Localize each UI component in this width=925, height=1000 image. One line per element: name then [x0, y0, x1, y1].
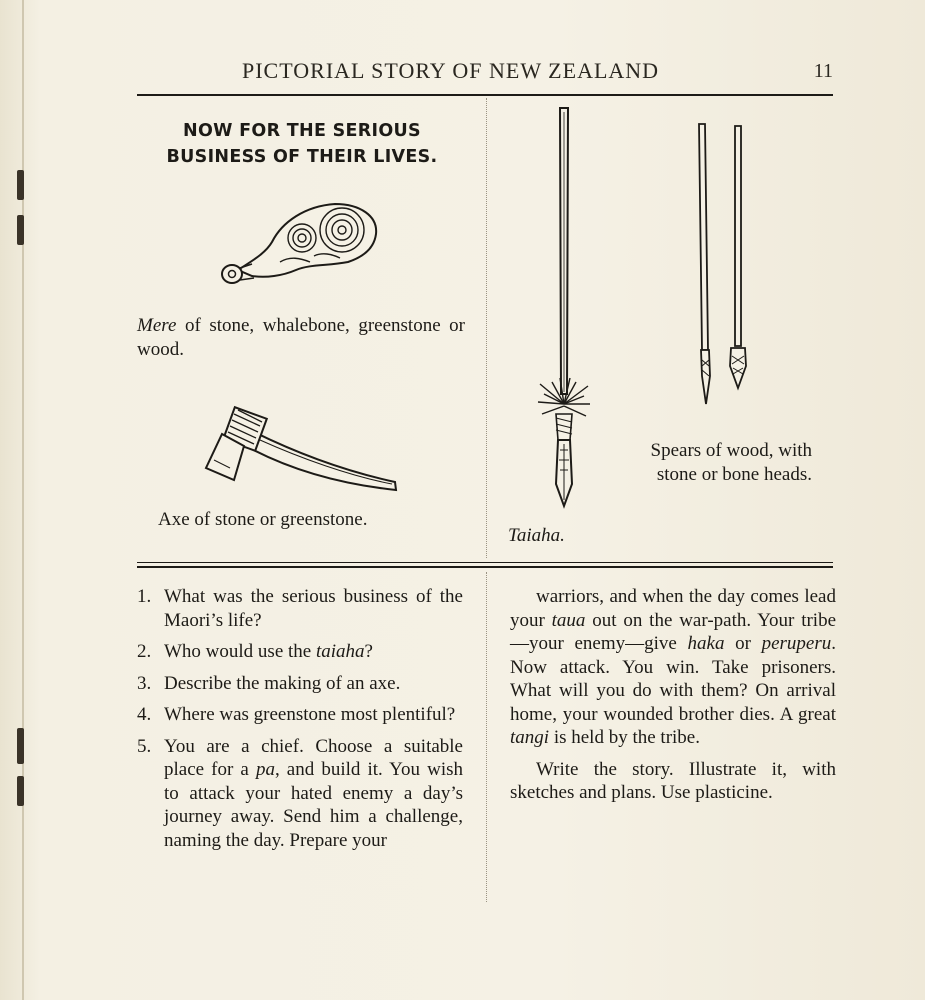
mere-caption-text: of stone, whalebone, greenstone or wood.	[137, 315, 465, 360]
question-text: You are a chief. Choose a suitable place for a pa, and build it. You wish to attack your hated enemy a day’s journey away. Send him a challenge, naming the day. Prepare your	[164, 735, 463, 851]
running-title: PICTORIAL STORY OF NEW ZEALAND	[242, 58, 660, 83]
question-item	[137, 585, 463, 632]
question-number: 4.	[137, 704, 152, 725]
question-item	[137, 735, 463, 853]
question-continuation	[510, 585, 836, 813]
question-text: What was the serious business of the Maori’s life?	[164, 586, 463, 631]
continuation-paragraph: warriors, and when the day comes lead your taua out on the war-path. Your tribe—your enemy—give haka or peruperu. Now attack. You win. Take prisoners. What will you do with them? On arrival home, your wounded brother dies. A great tangi is held by the tribe.	[510, 586, 837, 748]
binding-stitch-mark	[17, 728, 24, 764]
question-item	[137, 703, 463, 727]
axe-caption: Axe of stone or greenstone.	[158, 509, 368, 530]
question-item	[137, 672, 463, 696]
mere-illustration	[210, 192, 380, 292]
spears-illustration	[690, 120, 758, 410]
spears-caption: Spears of wood, with stone or bone heads.	[650, 440, 812, 485]
question-text: Describe the making of an axe.	[164, 672, 401, 694]
section-rule	[137, 562, 833, 563]
taiaha-illustration	[530, 104, 596, 514]
question-text: Where was greenstone most plentiful?	[164, 704, 456, 725]
binding-stitch-mark	[17, 170, 24, 200]
question-item	[137, 640, 463, 664]
question-number: 5.	[137, 735, 152, 757]
page-spine	[22, 0, 24, 1000]
question-text: Who would use the taiaha?	[164, 641, 373, 662]
section-heading-line: NOW FOR THE SERIOUS	[183, 121, 421, 141]
page-header	[137, 58, 833, 88]
mere-term: Mere	[137, 315, 177, 336]
taiaha-caption: Taiaha.	[508, 525, 565, 546]
axe-illustration	[200, 400, 405, 500]
section-heading	[137, 118, 467, 170]
binding-stitch-mark	[17, 215, 24, 245]
header-rule	[137, 94, 833, 96]
question-number: 3.	[137, 672, 152, 694]
question-number: 1.	[137, 586, 152, 607]
question-number: 2.	[137, 641, 152, 662]
instruction-paragraph: Write the story. Illustrate it, with sketches and plans. Use plasticine.	[510, 758, 836, 803]
questions-list	[137, 585, 463, 860]
column-divider	[486, 572, 487, 902]
column-divider	[486, 98, 487, 558]
section-heading-line: BUSINESS OF THEIR LIVES.	[166, 147, 438, 167]
mere-caption	[137, 314, 465, 362]
binding-stitch-mark	[17, 776, 24, 806]
page-number: 11	[813, 60, 833, 82]
section-rule	[137, 566, 833, 568]
